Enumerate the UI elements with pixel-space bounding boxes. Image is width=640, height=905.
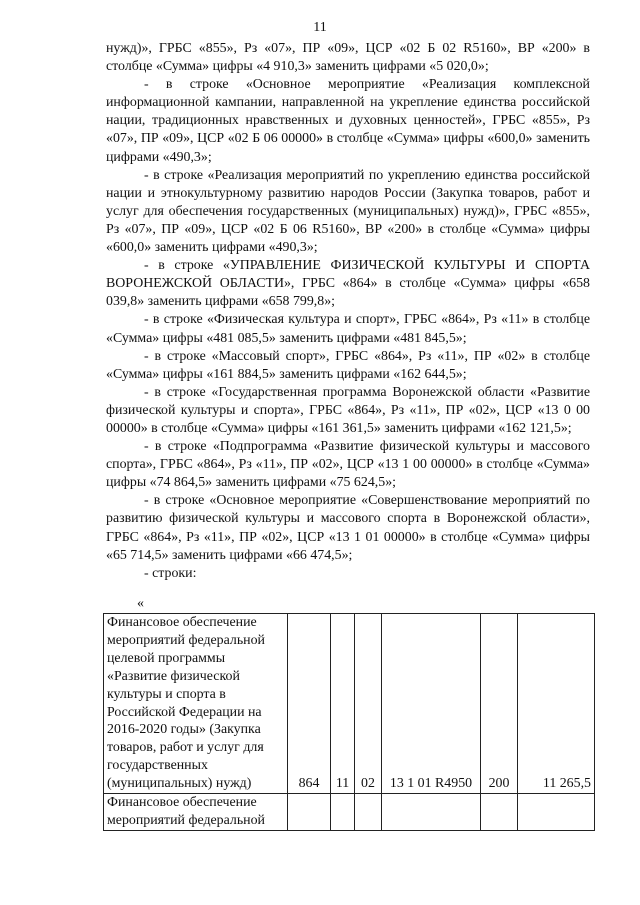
table-cell-grbs: 864	[288, 614, 331, 794]
table-cell-csr	[382, 794, 481, 831]
paragraph: - в строке «Массовый спорт», ГРБС «864», Рз «11», ПР «02» в столбце «Сумма» цифры «161 884,5» заменить цифрами «162 644,5»;	[106, 348, 590, 382]
table-cell-sum: 11 265,5	[518, 614, 595, 794]
paragraph: - в строке «Основное мероприятие «Совершенствование мероприятий по развитию физической культуры и массового спорта в Воронежской области», ГРБС «864», Рз «11», ПР «02», ЦСР «13 1 01 00000» в столбце «Сумма» цифры «65 714,5» заменить цифрами «66 474,5»;	[106, 493, 590, 563]
paragraph: - в строке «Реализация мероприятий по укреплению единства российской нации и этнокультурному развитию народов России (Закупка товаров, работ и услуг для обеспечения государственных (муниципальных) нужд)», ГРБС «855», Рз «07», ПР «09», ЦСР «02 Б 06 R5160», ВР «200» в столбце «Сумма» цифры «600,0» заменить цифрами «490,3»;	[106, 167, 590, 256]
paragraph: - строки:	[144, 565, 197, 581]
table-cell-name: Финансовое обеспечение мероприятий федеральной	[104, 794, 288, 831]
table-cell-pr: 02	[355, 614, 382, 794]
table-cell-vr: 200	[481, 614, 518, 794]
table-cell-csr: 13 1 01 R4950	[382, 614, 481, 794]
paragraph: - в строке «Физическая культура и спорт», ГРБС «864», Рз «11» в столбце «Сумма» цифры «481 085,5» заменить цифрами «481 845,5»;	[106, 312, 590, 346]
table-cell-pr	[355, 794, 382, 831]
paragraph: - в строке «Основное мероприятие «Реализация комплексной информационной кампании, направленной на укрепление единства российской нации, традиционных нравственных и духовных ценностей», ГРБС «855», Рз «07», ПР «09», ЦСР «02 Б 06 00000» в столбце «Сумма» цифры «600,0» заменить цифрами «490,3»;	[106, 77, 590, 165]
paragraph: - в строке «Государственная программа Воронежской области «Развитие физической культуры и спорта», ГРБС «864», Рз «11», ПР «02», ЦСР «13 0 00 00000» в столбце «Сумма» цифры «161 361,5» заменить цифрами «162 121,5»;	[106, 384, 590, 436]
table-cell-sum	[518, 794, 595, 831]
paragraph: - в строке «УПРАВЛЕНИЕ ФИЗИЧЕСКОЙ КУЛЬТУРЫ И СПОРТА ВОРОНЕЖСКОЙ ОБЛАСТИ», ГРБС «864» в столбце «Сумма» цифры «658 039,8» заменить цифрами «658 799,8»;	[106, 258, 590, 310]
paragraph: - в строке «Подпрограмма «Развитие физической культуры и массового спорта», ГРБС «864», Рз «11», ПР «02», ЦСР «13 1 00 00000» в столбце «Сумма» цифры «74 864,5» заменить цифрами «75 624,5»;	[106, 439, 590, 491]
opening-quote: «	[137, 596, 144, 611]
table-row	[104, 794, 595, 831]
table-cell-vr	[481, 794, 518, 831]
table-cell-rz: 11	[331, 614, 355, 794]
paragraph: нужд)», ГРБС «855», Рз «07», ПР «09», ЦСР «02 Б 02 R5160», ВР «200» в столбце «Сумма» цифры «4 910,3» заменить цифрами «5 020,0»;	[106, 41, 590, 75]
page-number: 11	[313, 20, 327, 35]
table-cell-name: Финансовое обеспечение мероприятий федеральной целевой программы «Развитие физической культуры и спорта в Российской Федерации на 2016-2020 годы» (Закупка товаров, работ и услуг для государственных (муниципальных) нужд)	[104, 614, 288, 794]
table-cell-rz	[331, 794, 355, 831]
table-row	[104, 614, 595, 794]
budget-table	[103, 613, 595, 831]
document-body	[106, 40, 590, 583]
table-cell-grbs	[288, 794, 331, 831]
